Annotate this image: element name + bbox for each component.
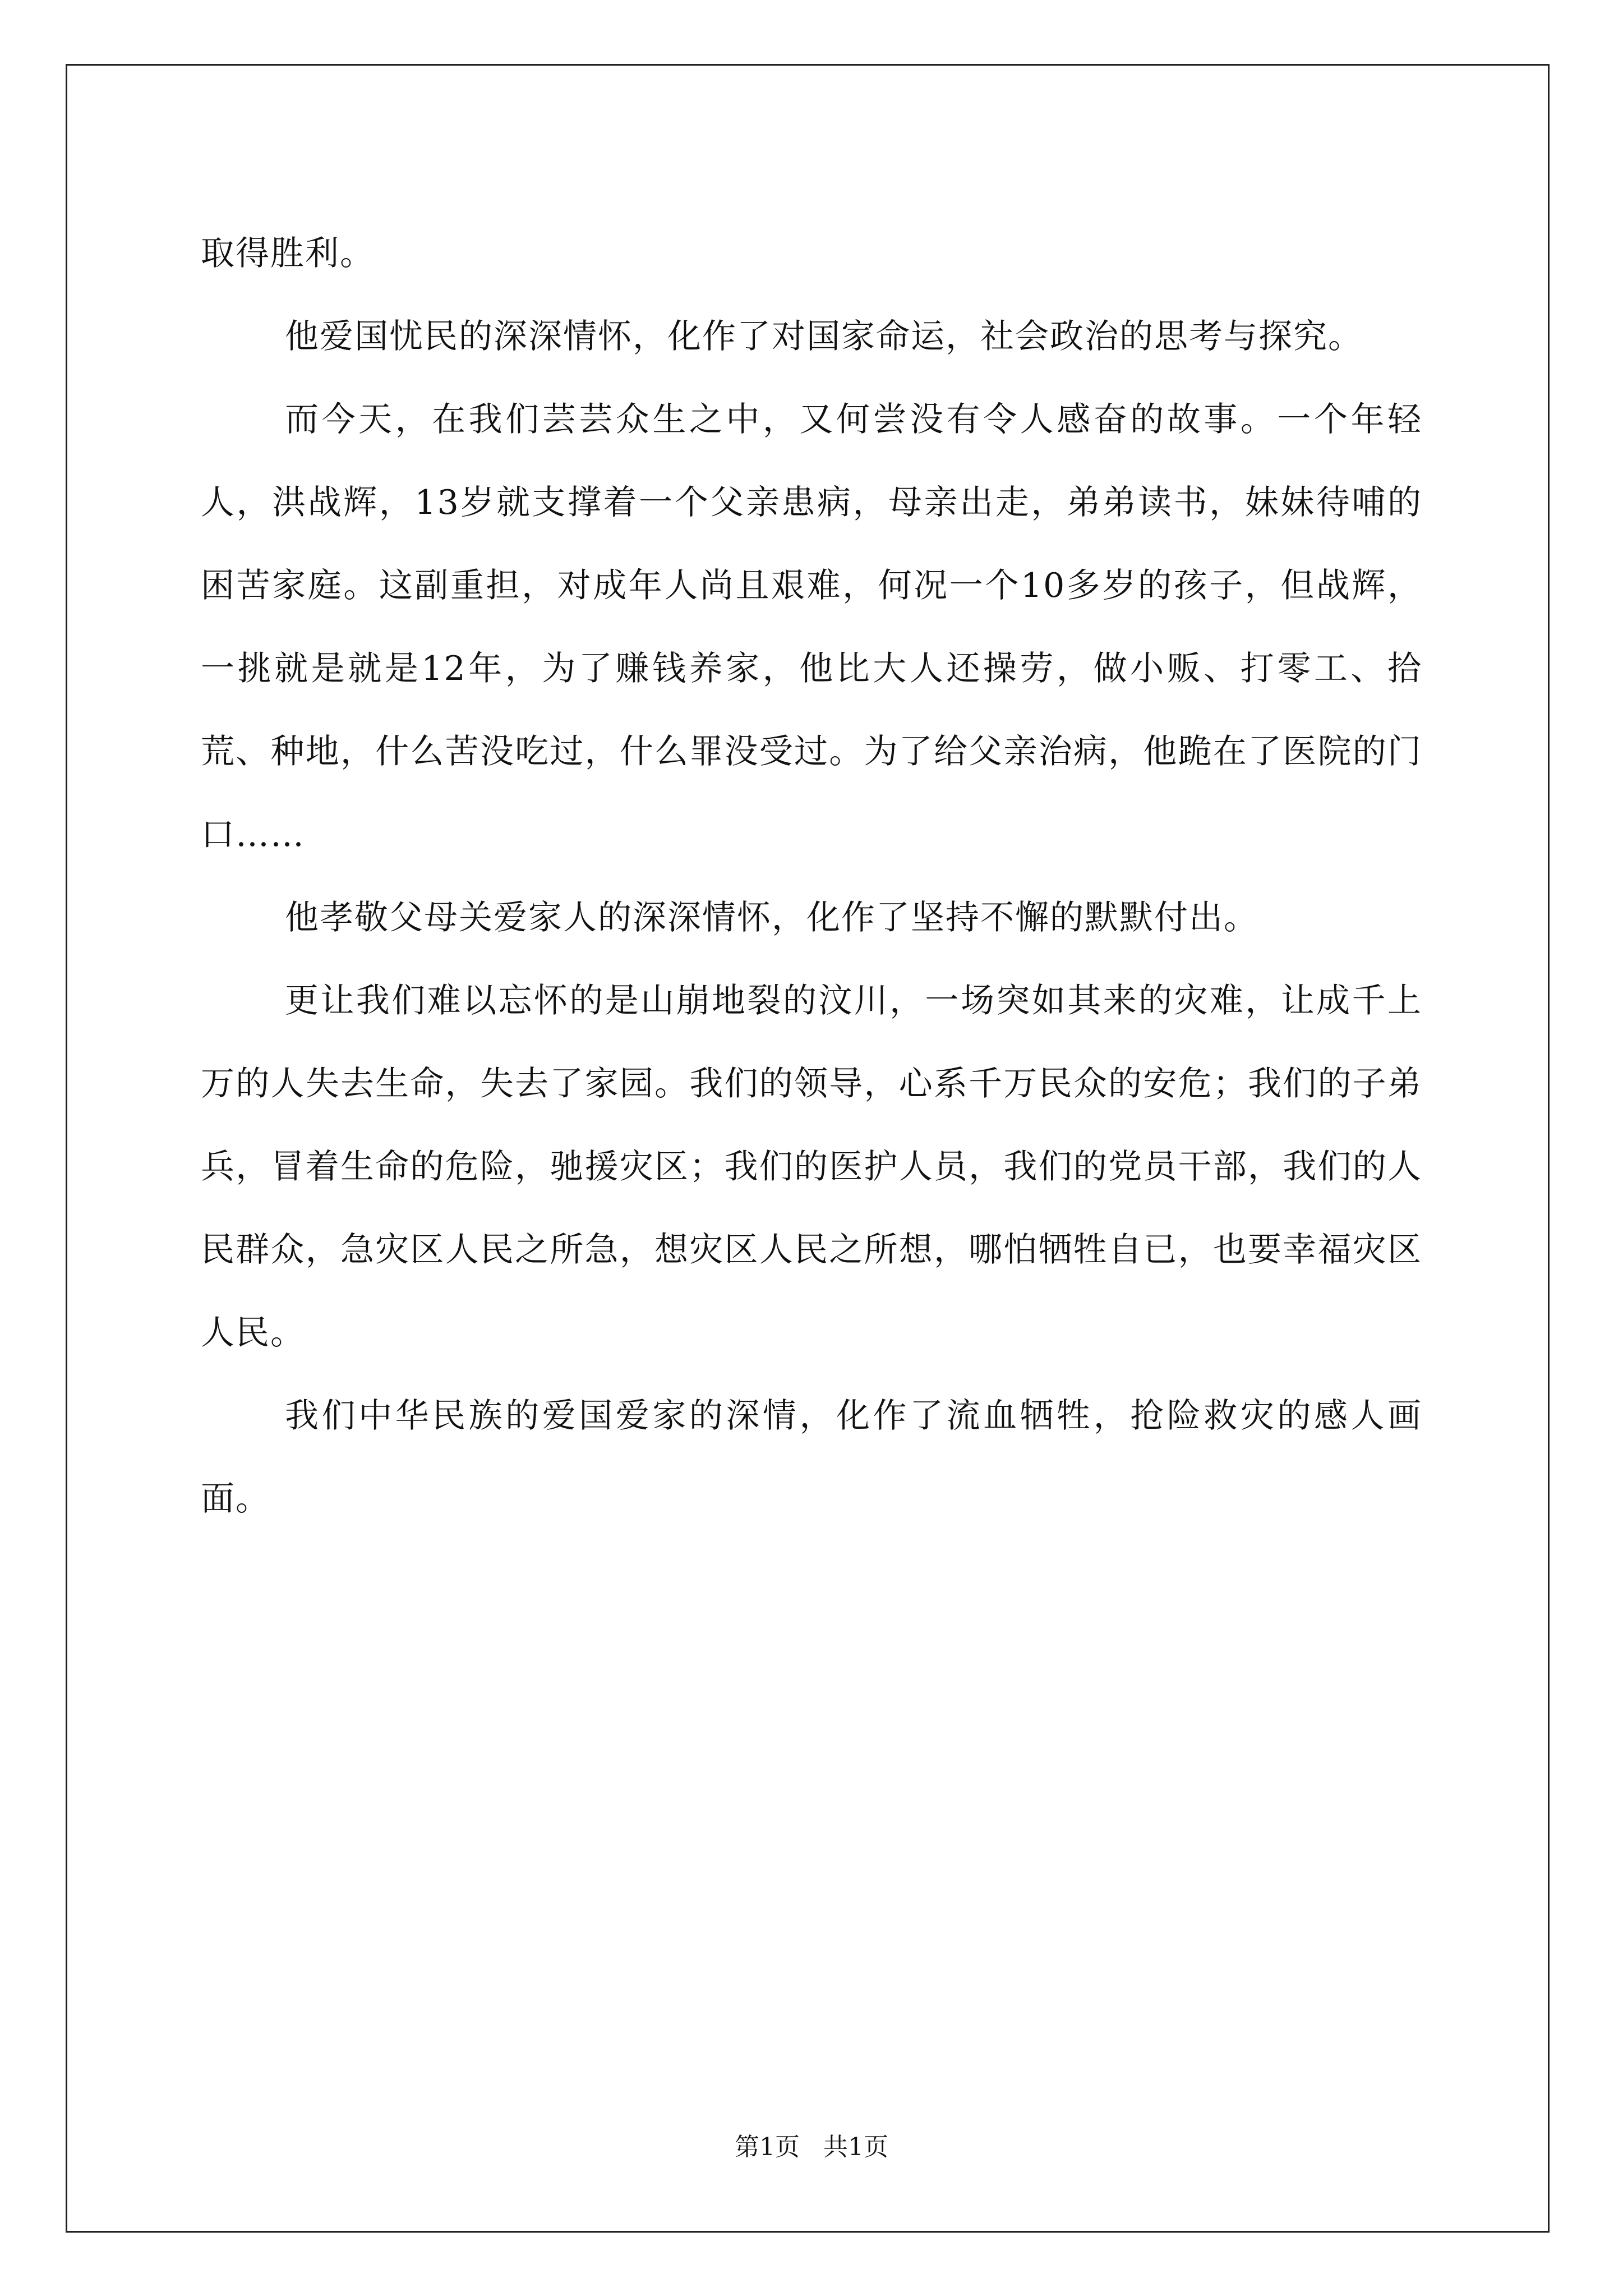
page-footer (0, 2131, 1623, 2164)
paragraph-4: 他孝敬父母关爱家人的深深情怀，化作了坚持不懈的默默付出。 (285, 898, 1258, 937)
paragraph-3: 而今天，在我们芸芸众生之中，又何尝没有令人感奋的故事。一个年轻人，洪战辉，13岁就支撑着一个父亲患病，母亲出走，弟弟读书，妹妹待哺的困苦家庭。这副重担，对成年人尚且艰难，何况一个10多岁的孩子，但战辉，一挑就是就是12年，为了赚钱养家，他比大人还操劳，做小贩、打零工、拾荒、种地，什么苦没吃过，什么罪没受过。为了给父亲治病，他跪在了医院的门口…… (201, 400, 1422, 854)
paragraph-5: 更让我们难以忘怀的是山崩地裂的汶川，一场突如其来的灾难，让成千上万的人失去生命，失去了家园。我们的领导，心系千万民众的安危；我们的子弟兵，冒着生命的危险，驰援灾区；我们的医护人员，我们的党员干部，我们的人民群众，急灾区人民之所急，想灾区人民之所想，哪怕牺牲自已，也要幸福灾区人民。 (201, 981, 1422, 1352)
footer-spacer (800, 2133, 823, 2161)
document-body (201, 212, 1422, 1540)
paragraph-1: 取得胜利。 (201, 234, 375, 273)
page-number: 第1页 (735, 2133, 800, 2161)
paragraph-6: 我们中华民族的爱国爱家的深情，化作了流血牺牲，抢险救灾的感人画面。 (201, 1396, 1422, 1519)
page-total: 共1页 (823, 2133, 888, 2161)
paragraph-2: 他爱国忧民的深深情怀，化作了对国家命运，社会政治的思考与探究。 (285, 317, 1363, 356)
